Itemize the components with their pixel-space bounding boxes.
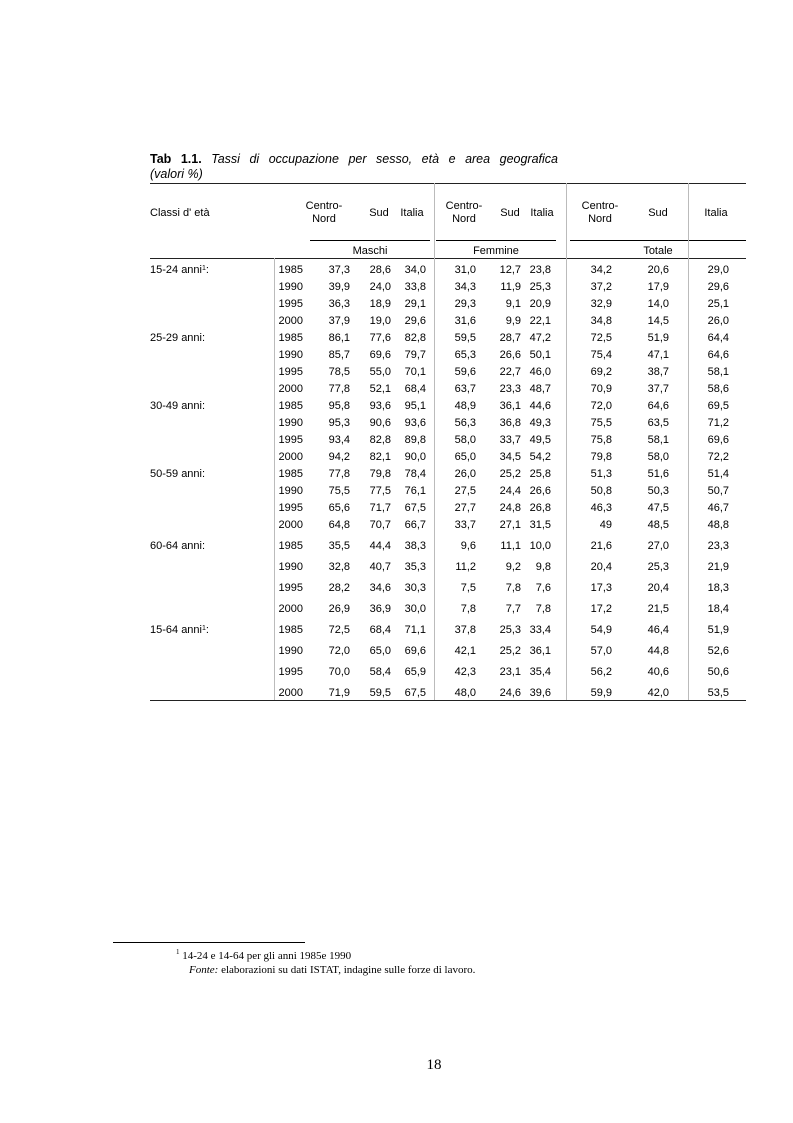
- value-cell: 35,5: [328, 540, 350, 552]
- year-cell: 1995: [278, 298, 303, 310]
- value-cell: 25,8: [529, 468, 551, 480]
- header-bottom-rule: [150, 258, 746, 259]
- value-cell: 79,7: [404, 349, 426, 361]
- value-cell: 30,0: [404, 603, 426, 615]
- value-cell: 36,1: [499, 400, 521, 412]
- value-cell: 17,2: [590, 603, 612, 615]
- year-cell: 1990: [278, 349, 303, 361]
- value-cell: 18,4: [707, 603, 729, 615]
- value-cell: 26,0: [707, 315, 729, 327]
- value-cell: 58,6: [707, 383, 729, 395]
- header-maschi: Maschi: [352, 245, 388, 257]
- header-maschi-italia: Italia: [400, 207, 424, 219]
- value-cell: 93,6: [369, 400, 391, 412]
- year-cell: 2000: [278, 687, 303, 699]
- value-cell: 7,6: [535, 582, 551, 594]
- value-cell: 69,6: [369, 349, 391, 361]
- year-cell: 1990: [278, 281, 303, 293]
- value-cell: 24,0: [369, 281, 391, 293]
- year-cell: 1990: [278, 645, 303, 657]
- age-class-text: 30-49 anni:: [150, 400, 206, 412]
- age-class-label: [150, 468, 205, 481]
- value-cell: 68,4: [404, 383, 426, 395]
- value-cell: 17,3: [590, 582, 612, 594]
- value-cell: 77,8: [328, 468, 350, 480]
- value-cell: 29,0: [707, 264, 729, 276]
- age-class-label: [150, 624, 209, 637]
- value-cell: 48,0: [454, 687, 476, 699]
- value-cell: 72,5: [328, 624, 350, 636]
- value-cell: 28,6: [369, 264, 391, 276]
- caption-label: Tab 1.1.: [150, 152, 202, 166]
- year-cell: 2000: [278, 451, 303, 463]
- value-cell: 49,3: [529, 417, 551, 429]
- value-cell: 46,3: [590, 502, 612, 514]
- value-cell: 24,6: [499, 687, 521, 699]
- value-cell: 7,5: [460, 582, 476, 594]
- footnote-ref: 1: [202, 265, 206, 272]
- value-cell: 7,7: [505, 603, 521, 615]
- value-cell: 26,0: [454, 468, 476, 480]
- value-cell: 34,6: [369, 582, 391, 594]
- value-cell: 34,3: [454, 281, 476, 293]
- value-cell: 7,8: [460, 603, 476, 615]
- year-cell: 1985: [278, 624, 303, 636]
- value-cell: 42,1: [454, 645, 476, 657]
- value-cell: 57,0: [590, 645, 612, 657]
- value-cell: 71,9: [328, 687, 350, 699]
- year-cell: 2000: [278, 315, 303, 327]
- value-cell: 22,1: [529, 315, 551, 327]
- value-cell: 42,0: [647, 687, 669, 699]
- value-cell: 89,8: [404, 434, 426, 446]
- value-cell: 51,6: [647, 468, 669, 480]
- table-top-rule: [150, 183, 746, 184]
- value-cell: 33,4: [529, 624, 551, 636]
- value-cell: 58,1: [707, 366, 729, 378]
- value-cell: 19,0: [369, 315, 391, 327]
- value-cell: 20,6: [647, 264, 669, 276]
- header-totale-centro-nord-2: Nord: [588, 213, 612, 225]
- value-cell: 48,8: [707, 519, 729, 531]
- year-cell: 1985: [278, 332, 303, 344]
- value-cell: 27,0: [647, 540, 669, 552]
- value-cell: 68,4: [369, 624, 391, 636]
- value-cell: 11,1: [500, 540, 521, 552]
- footnote-1: [176, 950, 351, 962]
- value-cell: 58,0: [454, 434, 476, 446]
- value-cell: 72,0: [328, 645, 350, 657]
- age-class-text: 50-59 anni:: [150, 468, 206, 480]
- value-cell: 7,8: [505, 582, 521, 594]
- value-cell: 38,7: [647, 366, 669, 378]
- value-cell: 25,3: [647, 561, 669, 573]
- value-cell: 50,8: [590, 485, 612, 497]
- value-cell: 48,5: [647, 519, 669, 531]
- age-class-suffix: :: [205, 624, 209, 636]
- value-cell: 26,9: [328, 603, 350, 615]
- value-cell: 46,4: [647, 624, 669, 636]
- value-cell: 94,2: [328, 451, 350, 463]
- value-cell: 85,7: [328, 349, 350, 361]
- value-cell: 75,5: [590, 417, 612, 429]
- value-cell: 26,8: [529, 502, 551, 514]
- year-cell: 1990: [278, 485, 303, 497]
- value-cell: 78,4: [404, 468, 426, 480]
- value-cell: 25,2: [499, 468, 521, 480]
- footnote-source: [189, 964, 475, 976]
- value-cell: 38,3: [404, 540, 426, 552]
- year-cell: 1995: [278, 434, 303, 446]
- header-femmine: Femmine: [473, 245, 519, 257]
- value-cell: 75,4: [590, 349, 612, 361]
- value-cell: 72,5: [590, 332, 612, 344]
- value-cell: 37,3: [328, 264, 350, 276]
- header-maschi-centro-nord-1: Centro-: [305, 200, 343, 212]
- value-cell: 11,9: [500, 281, 521, 293]
- year-cell: 1990: [278, 561, 303, 573]
- source-text: elaborazioni su dati ISTAT, indagine sulle forze di lavoro.: [221, 964, 476, 976]
- footnote-text: 14-24 e 14-64 per gli anni 1985e 1990: [182, 950, 352, 962]
- totale-rule: [570, 240, 746, 241]
- value-cell: 54,2: [529, 451, 551, 463]
- value-cell: 64,6: [647, 400, 669, 412]
- year-cell: 2000: [278, 383, 303, 395]
- value-cell: 58,1: [647, 434, 669, 446]
- header-classi: Classi d' età: [150, 207, 210, 219]
- year-cell: 1985: [278, 264, 303, 276]
- value-cell: 51,9: [647, 332, 669, 344]
- value-cell: 23,8: [529, 264, 551, 276]
- value-cell: 93,4: [328, 434, 350, 446]
- value-cell: 46,0: [529, 366, 551, 378]
- value-cell: 64,6: [707, 349, 729, 361]
- value-cell: 46,7: [707, 502, 729, 514]
- value-cell: 37,8: [454, 624, 476, 636]
- value-cell: 20,9: [529, 298, 551, 310]
- value-cell: 37,7: [647, 383, 669, 395]
- value-cell: 29,3: [454, 298, 476, 310]
- value-cell: 51,3: [590, 468, 612, 480]
- value-cell: 21,9: [707, 561, 729, 573]
- value-cell: 9,2: [505, 561, 521, 573]
- value-cell: 47,5: [647, 502, 669, 514]
- year-cell: 1990: [278, 417, 303, 429]
- value-cell: 63,7: [454, 383, 476, 395]
- header-totale: Totale: [643, 245, 673, 257]
- value-cell: 70,9: [590, 383, 612, 395]
- value-cell: 31,5: [529, 519, 551, 531]
- value-cell: 9,8: [535, 561, 551, 573]
- value-cell: 31,0: [454, 264, 476, 276]
- value-cell: 50,6: [707, 666, 729, 678]
- value-cell: 50,7: [707, 485, 729, 497]
- value-cell: 23,1: [499, 666, 521, 678]
- value-cell: 18,9: [369, 298, 391, 310]
- age-class-label: [150, 540, 205, 553]
- value-cell: 82,1: [369, 451, 391, 463]
- value-cell: 51,4: [707, 468, 729, 480]
- age-class-label: [150, 332, 205, 345]
- value-cell: 70,1: [404, 366, 426, 378]
- value-cell: 59,9: [590, 687, 612, 699]
- value-cell: 40,6: [647, 666, 669, 678]
- value-cell: 53,5: [707, 687, 729, 699]
- value-cell: 54,9: [590, 624, 612, 636]
- year-cell: 1985: [278, 400, 303, 412]
- value-cell: 79,8: [590, 451, 612, 463]
- value-cell: 42,3: [454, 666, 476, 678]
- value-cell: 67,5: [404, 502, 426, 514]
- value-cell: 12,7: [499, 264, 521, 276]
- value-cell: 77,5: [369, 485, 391, 497]
- caption-title: Tassi di occupazione per sesso, età e area geografica: [211, 152, 558, 166]
- header-femmine-italia: Italia: [530, 207, 554, 219]
- value-cell: 66,7: [404, 519, 426, 531]
- header-totale-sud: Sud: [648, 207, 668, 219]
- age-class-text: 25-29 anni:: [150, 332, 206, 344]
- value-cell: 82,8: [369, 434, 391, 446]
- year-cell: 1995: [278, 666, 303, 678]
- value-cell: 26,6: [499, 349, 521, 361]
- value-cell: 58,4: [369, 666, 391, 678]
- value-cell: 48,7: [529, 383, 551, 395]
- age-class-label: [150, 400, 205, 413]
- value-cell: 75,8: [590, 434, 612, 446]
- value-cell: 34,0: [404, 264, 426, 276]
- value-cell: 69,6: [404, 645, 426, 657]
- value-cell: 95,3: [328, 417, 350, 429]
- value-cell: 32,9: [590, 298, 612, 310]
- value-cell: 78,5: [328, 366, 350, 378]
- age-class-text: 15-64 anni: [150, 624, 202, 636]
- value-cell: 36,3: [328, 298, 350, 310]
- value-cell: 48,9: [454, 400, 476, 412]
- value-cell: 69,6: [707, 434, 729, 446]
- value-cell: 11,2: [455, 561, 476, 573]
- year-cell: 1995: [278, 582, 303, 594]
- value-cell: 64,4: [707, 332, 729, 344]
- value-cell: 49: [599, 519, 612, 531]
- value-cell: 65,6: [328, 502, 350, 514]
- value-cell: 39,6: [529, 687, 551, 699]
- value-cell: 44,8: [647, 645, 669, 657]
- value-cell: 50,3: [647, 485, 669, 497]
- year-cell: 1995: [278, 366, 303, 378]
- year-cell: 2000: [278, 603, 303, 615]
- value-cell: 34,2: [590, 264, 612, 276]
- value-cell: 47,1: [647, 349, 669, 361]
- year-cell: 1985: [278, 540, 303, 552]
- value-cell: 36,8: [499, 417, 521, 429]
- value-cell: 67,5: [404, 687, 426, 699]
- value-cell: 37,9: [328, 315, 350, 327]
- value-cell: 51,9: [707, 624, 729, 636]
- age-class-suffix: :: [205, 264, 209, 276]
- value-cell: 10,0: [529, 540, 551, 552]
- value-cell: 76,1: [404, 485, 426, 497]
- value-cell: 36,9: [369, 603, 391, 615]
- value-cell: 49,5: [529, 434, 551, 446]
- value-cell: 35,4: [529, 666, 551, 678]
- value-cell: 70,7: [369, 519, 391, 531]
- value-cell: 79,8: [369, 468, 391, 480]
- value-cell: 72,0: [590, 400, 612, 412]
- value-cell: 25,2: [499, 645, 521, 657]
- value-cell: 59,5: [369, 687, 391, 699]
- value-cell: 40,7: [369, 561, 391, 573]
- value-cell: 93,6: [404, 417, 426, 429]
- value-cell: 71,7: [369, 502, 391, 514]
- value-cell: 24,8: [499, 502, 521, 514]
- value-cell: 7,8: [535, 603, 551, 615]
- value-cell: 69,5: [707, 400, 729, 412]
- table-bottom-rule: [150, 700, 746, 701]
- value-cell: 77,6: [369, 332, 391, 344]
- header-femmine-centro-nord-2: Nord: [452, 213, 476, 225]
- value-cell: 14,0: [647, 298, 669, 310]
- year-cell: 1995: [278, 502, 303, 514]
- value-cell: 56,2: [590, 666, 612, 678]
- value-cell: 29,1: [404, 298, 426, 310]
- value-cell: 47,2: [529, 332, 551, 344]
- maschi-rule: [310, 240, 430, 241]
- value-cell: 90,6: [369, 417, 391, 429]
- value-cell: 71,2: [707, 417, 729, 429]
- value-cell: 27,7: [454, 502, 476, 514]
- header-femmine-sud: Sud: [500, 207, 520, 219]
- value-cell: 72,2: [707, 451, 729, 463]
- header-totale-centro-nord-1: Centro-: [581, 200, 619, 212]
- value-cell: 63,5: [647, 417, 669, 429]
- value-cell: 59,5: [454, 332, 476, 344]
- value-cell: 65,0: [454, 451, 476, 463]
- value-cell: 50,1: [529, 349, 551, 361]
- value-cell: 22,7: [499, 366, 521, 378]
- header-maschi-centro-nord-2: Nord: [312, 213, 336, 225]
- header-totale-italia: Italia: [704, 207, 728, 219]
- value-cell: 59,6: [454, 366, 476, 378]
- value-cell: 55,0: [369, 366, 391, 378]
- value-cell: 71,1: [404, 624, 426, 636]
- value-cell: 28,2: [328, 582, 350, 594]
- year-cell: 1985: [278, 468, 303, 480]
- value-cell: 21,5: [647, 603, 669, 615]
- value-cell: 77,8: [328, 383, 350, 395]
- femmine-rule: [436, 240, 556, 241]
- page-number: 18: [426, 1057, 442, 1073]
- table-caption: [150, 151, 558, 167]
- value-cell: 58,0: [647, 451, 669, 463]
- value-cell: 28,7: [499, 332, 521, 344]
- value-cell: 95,1: [404, 400, 426, 412]
- value-cell: 33,7: [454, 519, 476, 531]
- source-label: Fonte:: [189, 964, 219, 976]
- value-cell: 26,6: [529, 485, 551, 497]
- value-cell: 34,5: [499, 451, 521, 463]
- value-cell: 25,1: [707, 298, 729, 310]
- footnote-marker: 1: [176, 948, 180, 956]
- header-maschi-sud: Sud: [369, 207, 389, 219]
- value-cell: 69,2: [590, 366, 612, 378]
- value-cell: 65,3: [454, 349, 476, 361]
- value-cell: 33,8: [404, 281, 426, 293]
- value-cell: 86,1: [328, 332, 350, 344]
- value-cell: 24,4: [499, 485, 521, 497]
- value-cell: 37,2: [590, 281, 612, 293]
- value-cell: 52,1: [369, 383, 391, 395]
- column-separator: [566, 183, 567, 700]
- value-cell: 82,8: [404, 332, 426, 344]
- value-cell: 52,6: [707, 645, 729, 657]
- value-cell: 27,5: [454, 485, 476, 497]
- value-cell: 29,6: [404, 315, 426, 327]
- value-cell: 56,3: [454, 417, 476, 429]
- value-cell: 29,6: [707, 281, 729, 293]
- value-cell: 65,9: [404, 666, 426, 678]
- value-cell: 32,8: [328, 561, 350, 573]
- value-cell: 31,6: [454, 315, 476, 327]
- value-cell: 44,4: [369, 540, 391, 552]
- value-cell: 9,9: [505, 315, 521, 327]
- caption-subtitle: (valori %): [150, 167, 203, 181]
- footnote-ref: 1: [202, 625, 206, 632]
- value-cell: 21,6: [590, 540, 612, 552]
- value-cell: 35,3: [404, 561, 426, 573]
- value-cell: 33,7: [499, 434, 521, 446]
- value-cell: 75,5: [328, 485, 350, 497]
- value-cell: 34,8: [590, 315, 612, 327]
- value-cell: 30,3: [404, 582, 426, 594]
- value-cell: 9,1: [505, 298, 521, 310]
- value-cell: 18,3: [707, 582, 729, 594]
- age-class-label: [150, 264, 209, 277]
- value-cell: 23,3: [707, 540, 729, 552]
- value-cell: 9,6: [460, 540, 476, 552]
- footnote-separator: [113, 942, 305, 943]
- value-cell: 70,0: [328, 666, 350, 678]
- value-cell: 20,4: [647, 582, 669, 594]
- value-cell: 39,9: [328, 281, 350, 293]
- age-class-text: 60-64 anni:: [150, 540, 206, 552]
- value-cell: 20,4: [590, 561, 612, 573]
- year-cell: 2000: [278, 519, 303, 531]
- value-cell: 95,8: [328, 400, 350, 412]
- value-cell: 64,8: [328, 519, 350, 531]
- value-cell: 44,6: [529, 400, 551, 412]
- value-cell: 25,3: [499, 624, 521, 636]
- age-class-text: 15-24 anni: [150, 264, 202, 276]
- value-cell: 65,0: [369, 645, 391, 657]
- value-cell: 23,3: [499, 383, 521, 395]
- column-separator: [434, 183, 435, 700]
- header-femmine-centro-nord-1: Centro-: [445, 200, 483, 212]
- value-cell: 27,1: [499, 519, 521, 531]
- value-cell: 36,1: [529, 645, 551, 657]
- value-cell: 25,3: [529, 281, 551, 293]
- value-cell: 14,5: [647, 315, 669, 327]
- value-cell: 90,0: [404, 451, 426, 463]
- value-cell: 17,9: [647, 281, 669, 293]
